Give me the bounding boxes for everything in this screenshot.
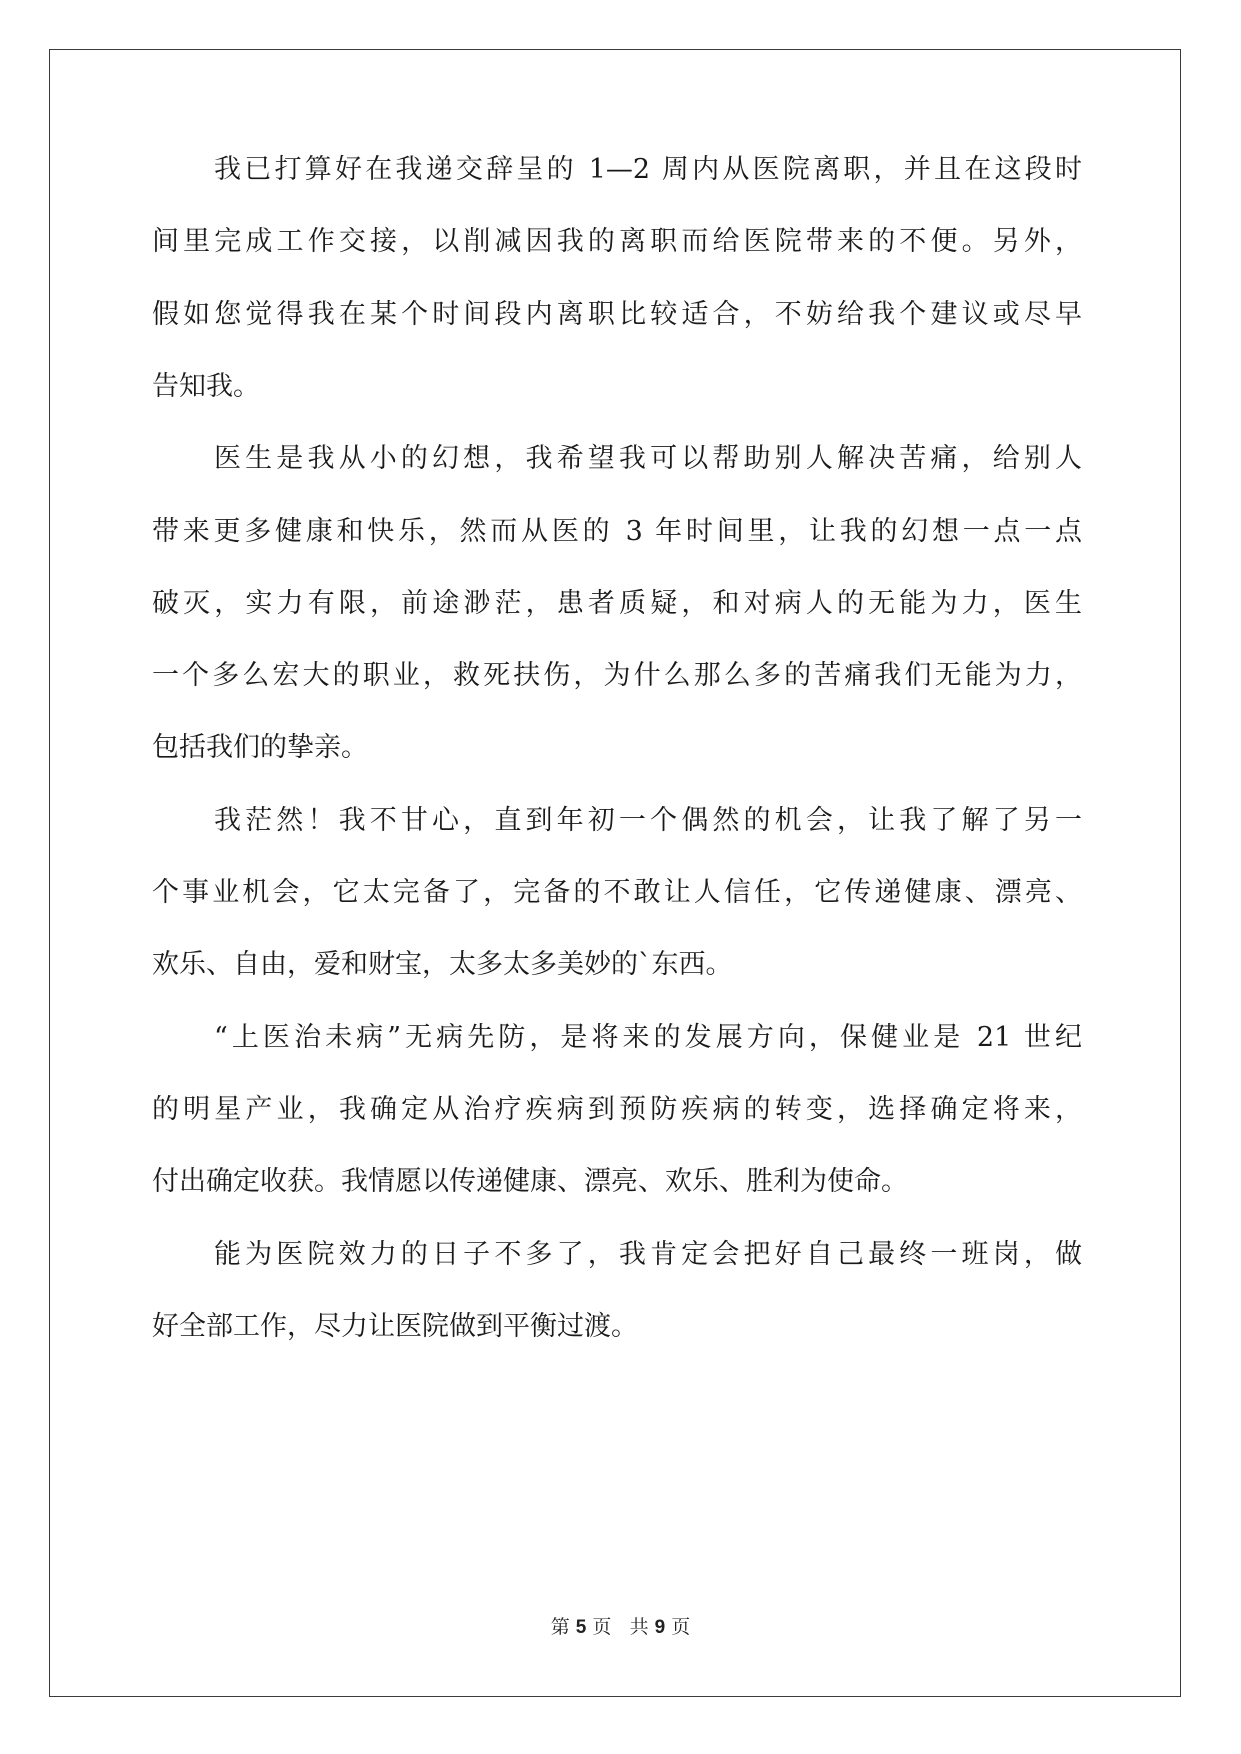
footer-total-suffix: 页 — [671, 1616, 691, 1638]
paragraph-4-line: 付出确定收获。我情愿以传递健康、漂亮、欢乐、胜利为使命。 — [152, 1166, 908, 1197]
paragraph-1-line: 我已打算好在我递交辞呈的 1—2 周内从医院离职，并且在这段时 — [214, 154, 1082, 185]
paragraph-2-line: 破灭，实力有限，前途渺茫，患者质疑，和对病人的无能为力，医生 — [152, 588, 1082, 619]
footer-total-number: 9 — [654, 1617, 666, 1638]
paragraph-3-line: 欢乐、自由，爱和财宝，太多太多美妙的`东西。 — [152, 949, 733, 980]
paragraph-1-line: 间里完成工作交接，以削减因我的离职而给医院带来的不便。另外， — [152, 226, 1082, 257]
footer-total-prefix: 共 — [629, 1616, 649, 1638]
paragraph-4-line: “上医治未病”无病先防，是将来的发展方向，保健业是 21 世纪 — [214, 1022, 1082, 1053]
paragraph-2-line: 医生是我从小的幻想，我希望我可以帮助别人解决苦痛，给别人 — [214, 443, 1082, 474]
footer-page-number: 5 — [575, 1617, 587, 1638]
paragraph-2-line: 带来更多健康和快乐，然而从医的 3 年时间里，让我的幻想一点一点 — [152, 516, 1082, 547]
paragraph-1-line: 假如您觉得我在某个时间段内离职比较适合，不妨给我个建议或尽早 — [152, 299, 1082, 330]
paragraph-3-line: 个事业机会，它太完备了，完备的不敢让人信任，它传递健康、漂亮、 — [152, 877, 1082, 908]
paragraph-5-line: 能为医院效力的日子不多了，我肯定会把好自己最终一班岗，做 — [214, 1239, 1082, 1270]
paragraph-5-line: 好全部工作，尽力让医院做到平衡过渡。 — [152, 1311, 638, 1342]
paragraph-2-line: 包括我们的挚亲。 — [152, 732, 368, 763]
paragraph-3-line: 我茫然！我不甘心，直到年初一个偶然的机会，让我了解了另一 — [214, 805, 1082, 836]
page-footer — [0, 1615, 1241, 1640]
footer-page-suffix: 页 — [592, 1616, 612, 1638]
paragraph-4-line: 的明星产业，我确定从治疗疾病到预防疾病的转变，选择确定将来， — [152, 1094, 1082, 1125]
paragraph-1-line: 告知我。 — [152, 371, 260, 402]
paragraph-2-line: 一个多么宏大的职业，救死扶伤，为什么那么多的苦痛我们无能为力， — [152, 660, 1082, 691]
footer-page-prefix: 第 — [550, 1616, 570, 1638]
